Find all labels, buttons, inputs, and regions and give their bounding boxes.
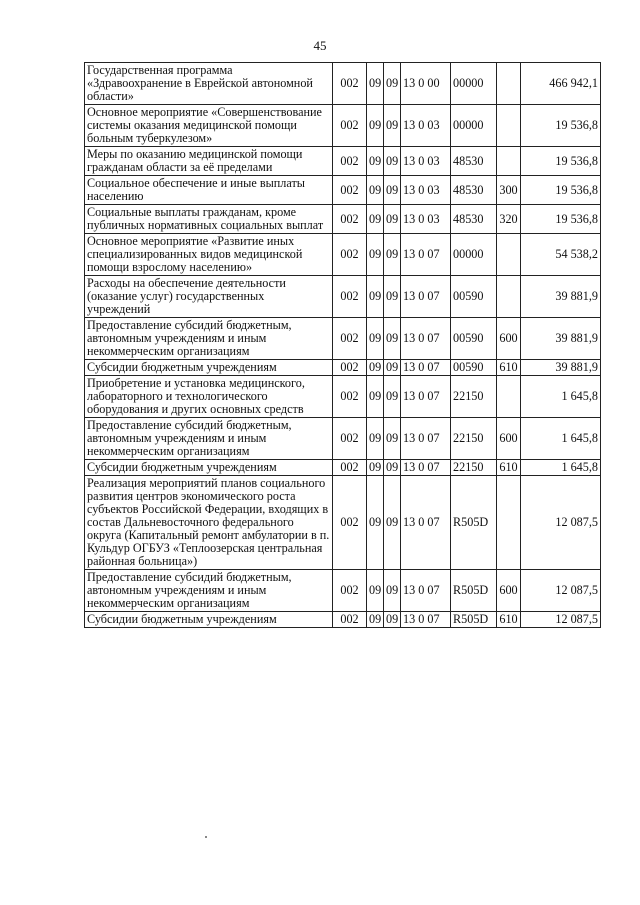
section-code: 09 <box>367 234 384 276</box>
table-row <box>85 460 601 476</box>
section-code: 09 <box>367 476 384 570</box>
amount-value: 19 536,8 <box>521 147 601 176</box>
expense-type-code: 600 <box>497 318 521 360</box>
section-code: 09 <box>367 176 384 205</box>
amount-value: 19 536,8 <box>521 176 601 205</box>
section-code: 09 <box>367 318 384 360</box>
table-row <box>85 234 601 276</box>
expense-type-code <box>497 105 521 147</box>
ministry-code: 002 <box>333 318 367 360</box>
target-program-code: 13 0 07 <box>401 612 451 628</box>
amount-value: 466 942,1 <box>521 63 601 105</box>
expense-type-code <box>497 63 521 105</box>
subsection-code: 09 <box>384 176 401 205</box>
subsection-code: 09 <box>384 476 401 570</box>
row-name: Меры по оказанию медицинской помощи гражданам области за её пределами <box>85 147 333 176</box>
row-name: Предоставление субсидий бюджетным, автономным учреждениям и иным некоммерческим организациям <box>85 418 333 460</box>
row-name: Социальное обеспечение и иные выплаты населению <box>85 176 333 205</box>
section-code: 09 <box>367 460 384 476</box>
table-row <box>85 476 601 570</box>
target-program-code: 13 0 07 <box>401 318 451 360</box>
subsection-code: 09 <box>384 234 401 276</box>
subsection-code: 09 <box>384 147 401 176</box>
table-row <box>85 63 601 105</box>
amount-value: 12 087,5 <box>521 612 601 628</box>
expense-type-code <box>497 234 521 276</box>
target-program-code: 13 0 07 <box>401 570 451 612</box>
target-direction-code: 00590 <box>451 276 497 318</box>
target-program-code: 13 0 03 <box>401 105 451 147</box>
section-code: 09 <box>367 63 384 105</box>
row-name: Субсидии бюджетным учреждениям <box>85 360 333 376</box>
subsection-code: 09 <box>384 205 401 234</box>
amount-value: 39 881,9 <box>521 276 601 318</box>
subsection-code: 09 <box>384 318 401 360</box>
target-direction-code: 00000 <box>451 63 497 105</box>
table-row <box>85 418 601 460</box>
subsection-code: 09 <box>384 570 401 612</box>
table-row <box>85 105 601 147</box>
section-code: 09 <box>367 418 384 460</box>
row-name: Предоставление субсидий бюджетным, автономным учреждениям и иным некоммерческим организациям <box>85 570 333 612</box>
row-name: Приобретение и установка медицинского, лабораторного и технологического оборудования и других основных средств <box>85 376 333 418</box>
section-code: 09 <box>367 276 384 318</box>
expense-type-code: 300 <box>497 176 521 205</box>
scan-speck <box>205 836 207 838</box>
target-program-code: 13 0 07 <box>401 376 451 418</box>
target-direction-code: 48530 <box>451 176 497 205</box>
ministry-code: 002 <box>333 460 367 476</box>
row-name: Государственная программа «Здравоохранение в Еврейской автономной области» <box>85 63 333 105</box>
target-program-code: 13 0 07 <box>401 234 451 276</box>
ministry-code: 002 <box>333 234 367 276</box>
subsection-code: 09 <box>384 105 401 147</box>
page-number: 45 <box>313 38 327 53</box>
table-row <box>85 147 601 176</box>
ministry-code: 002 <box>333 105 367 147</box>
ministry-code: 002 <box>333 476 367 570</box>
subsection-code: 09 <box>384 276 401 318</box>
table-row <box>85 176 601 205</box>
expense-type-code <box>497 276 521 318</box>
target-direction-code: 00590 <box>451 360 497 376</box>
target-program-code: 13 0 03 <box>401 205 451 234</box>
row-name: Основное мероприятие «Совершенствование системы оказания медицинской помощи больным туберкулезом» <box>85 105 333 147</box>
amount-value: 39 881,9 <box>521 360 601 376</box>
table-row <box>85 360 601 376</box>
row-name: Социальные выплаты гражданам, кроме публичных нормативных социальных выплат <box>85 205 333 234</box>
subsection-code: 09 <box>384 360 401 376</box>
amount-value: 19 536,8 <box>521 105 601 147</box>
subsection-code: 09 <box>384 418 401 460</box>
target-program-code: 13 0 07 <box>401 276 451 318</box>
expense-type-code: 610 <box>497 612 521 628</box>
expense-type-code <box>497 147 521 176</box>
amount-value: 12 087,5 <box>521 476 601 570</box>
expense-type-code <box>497 476 521 570</box>
table-row <box>85 612 601 628</box>
ministry-code: 002 <box>333 612 367 628</box>
subsection-code: 09 <box>384 376 401 418</box>
table-row <box>85 570 601 612</box>
table-row <box>85 276 601 318</box>
target-direction-code: 00590 <box>451 318 497 360</box>
target-program-code: 13 0 07 <box>401 476 451 570</box>
ministry-code: 002 <box>333 360 367 376</box>
target-direction-code: 00000 <box>451 105 497 147</box>
ministry-code: 002 <box>333 376 367 418</box>
expense-type-code: 320 <box>497 205 521 234</box>
target-program-code: 13 0 03 <box>401 176 451 205</box>
amount-value: 1 645,8 <box>521 460 601 476</box>
section-code: 09 <box>367 570 384 612</box>
expense-type-code <box>497 376 521 418</box>
target-program-code: 13 0 07 <box>401 360 451 376</box>
table-row <box>85 318 601 360</box>
target-program-code: 13 0 07 <box>401 460 451 476</box>
target-program-code: 13 0 03 <box>401 147 451 176</box>
ministry-code: 002 <box>333 570 367 612</box>
target-program-code: 13 0 00 <box>401 63 451 105</box>
subsection-code: 09 <box>384 63 401 105</box>
section-code: 09 <box>367 205 384 234</box>
target-direction-code: 48530 <box>451 147 497 176</box>
target-program-code: 13 0 07 <box>401 418 451 460</box>
target-direction-code: R505D <box>451 476 497 570</box>
table-row <box>85 205 601 234</box>
target-direction-code: 22150 <box>451 418 497 460</box>
ministry-code: 002 <box>333 176 367 205</box>
budget-table <box>84 62 601 628</box>
ministry-code: 002 <box>333 276 367 318</box>
section-code: 09 <box>367 105 384 147</box>
row-name: Субсидии бюджетным учреждениям <box>85 612 333 628</box>
expense-type-code: 610 <box>497 460 521 476</box>
expense-type-code: 610 <box>497 360 521 376</box>
target-direction-code: 22150 <box>451 376 497 418</box>
row-name: Субсидии бюджетным учреждениям <box>85 460 333 476</box>
target-direction-code: R505D <box>451 612 497 628</box>
expense-type-code: 600 <box>497 570 521 612</box>
amount-value: 12 087,5 <box>521 570 601 612</box>
row-name: Расходы на обеспечение деятельности (оказание услуг) государственных учреждений <box>85 276 333 318</box>
section-code: 09 <box>367 360 384 376</box>
ministry-code: 002 <box>333 147 367 176</box>
section-code: 09 <box>367 147 384 176</box>
target-direction-code: 48530 <box>451 205 497 234</box>
amount-value: 1 645,8 <box>521 376 601 418</box>
row-name: Предоставление субсидий бюджетным, автономным учреждениям и иным некоммерческим организациям <box>85 318 333 360</box>
budget-table-body <box>85 63 601 628</box>
amount-value: 39 881,9 <box>521 318 601 360</box>
row-name: Основное мероприятие «Развитие иных специализированных видов медицинской помощи взрослому населению» <box>85 234 333 276</box>
ministry-code: 002 <box>333 205 367 234</box>
target-direction-code: 22150 <box>451 460 497 476</box>
target-direction-code: R505D <box>451 570 497 612</box>
amount-value: 1 645,8 <box>521 418 601 460</box>
subsection-code: 09 <box>384 612 401 628</box>
section-code: 09 <box>367 376 384 418</box>
subsection-code: 09 <box>384 460 401 476</box>
amount-value: 19 536,8 <box>521 205 601 234</box>
row-name: Реализация мероприятий планов социального развития центров экономического роста субъектов Российской Федерации, входящих в состав Дальневосточного федерального округа (Капитальный ремонт амбулатории в п. Кульдур ОГБУЗ «Теплоозерская центральная районная больница») <box>85 476 333 570</box>
target-direction-code: 00000 <box>451 234 497 276</box>
table-row <box>85 376 601 418</box>
section-code: 09 <box>367 612 384 628</box>
amount-value: 54 538,2 <box>521 234 601 276</box>
ministry-code: 002 <box>333 418 367 460</box>
ministry-code: 002 <box>333 63 367 105</box>
expense-type-code: 600 <box>497 418 521 460</box>
